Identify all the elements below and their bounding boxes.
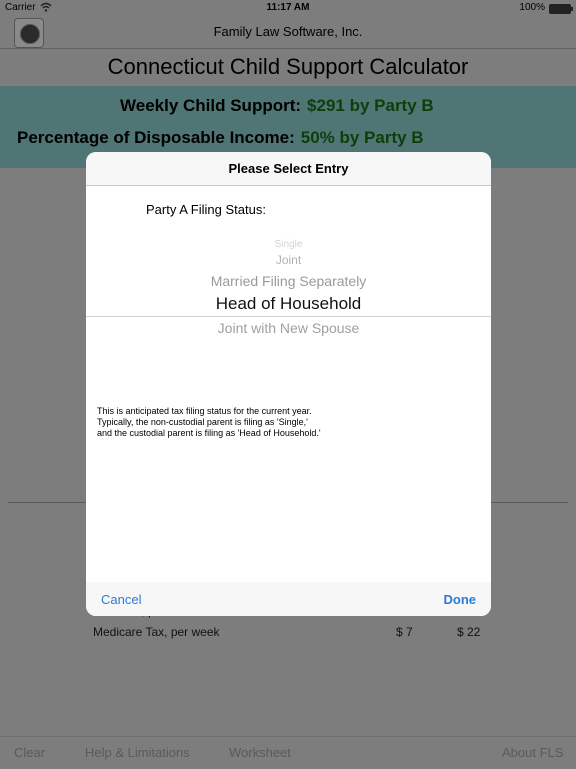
tab-clear[interactable]: Clear — [14, 745, 46, 760]
medicare-tax-party-b: $ 22 — [457, 625, 481, 639]
battery-icon — [549, 4, 571, 14]
tab-bar — [0, 736, 576, 769]
battery-percent: 100% — [519, 2, 545, 13]
disposable-income-row — [17, 128, 424, 148]
tab-about-fls[interactable]: About FLS — [502, 745, 564, 760]
weekly-support-row — [120, 96, 434, 116]
dialog-footer — [86, 582, 491, 616]
picker-selection-line — [86, 316, 491, 317]
picker-option[interactable]: Joint with New Spouse — [217, 320, 360, 336]
page-title: Connecticut Child Support Calculator — [107, 54, 469, 79]
help-text: This is anticipated tax filing status for the current year. Typically, the non-custodial parent is filing as 'Single,' and the custodial parent is filing as 'Head of Household.' — [97, 406, 321, 438]
medicare-tax-label: Medicare Tax, per week — [93, 625, 220, 639]
select-entry-dialog — [86, 152, 491, 616]
picker-option[interactable]: Joint — [275, 253, 302, 267]
status-bar — [0, 0, 576, 16]
tab-help-limitations[interactable]: Help & Limitations — [85, 745, 190, 760]
tab-worksheet[interactable]: Worksheet — [229, 745, 291, 760]
cancel-button[interactable]: Cancel — [101, 592, 142, 607]
nav-bar — [0, 16, 576, 49]
picker-option-selected[interactable]: Head of Household — [215, 294, 362, 313]
status-time: 11:17 AM — [266, 2, 310, 13]
disposable-income-label: Percentage of Disposable Income: — [17, 128, 295, 147]
weekly-support-value: $291 by Party B — [307, 96, 434, 115]
dialog-title: Please Select Entry — [228, 161, 349, 176]
picker-option[interactable]: Single — [274, 239, 303, 250]
done-button[interactable]: Done — [443, 592, 476, 607]
medicare-tax-party-a: $ 7 — [396, 625, 413, 639]
field-label: Party A Filing Status: — [146, 202, 266, 217]
weekly-support-label: Weekly Child Support: — [120, 96, 302, 115]
nav-title: Family Law Software, Inc. — [213, 24, 363, 39]
dialog-header — [86, 152, 491, 186]
picker-option[interactable]: Married Filing Separately — [210, 273, 367, 289]
carrier-label: Carrier — [5, 2, 36, 13]
disposable-income-value: 50% by Party B — [300, 128, 424, 147]
